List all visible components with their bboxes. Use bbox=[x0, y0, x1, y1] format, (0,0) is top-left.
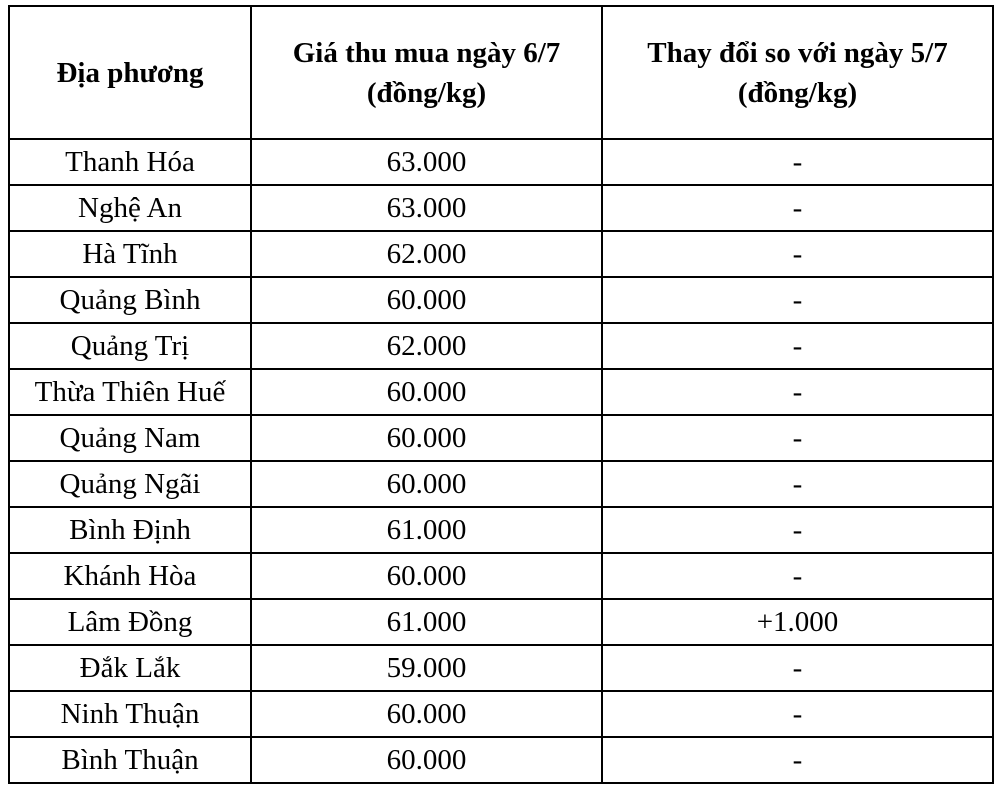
cell-price: 60.000 bbox=[251, 369, 602, 415]
cell-location: Hà Tĩnh bbox=[9, 231, 251, 277]
cell-price: 60.000 bbox=[251, 737, 602, 783]
header-price-line-2: (đồng/kg) bbox=[366, 76, 487, 109]
cell-change: +1.000 bbox=[602, 599, 993, 645]
cell-location: Ninh Thuận bbox=[9, 691, 251, 737]
cell-location: Bình Thuận bbox=[9, 737, 251, 783]
cell-price: 60.000 bbox=[251, 415, 602, 461]
cell-location: Quảng Bình bbox=[9, 277, 251, 323]
cell-price: 60.000 bbox=[251, 461, 602, 507]
cell-location: Quảng Trị bbox=[9, 323, 251, 369]
table-row bbox=[9, 645, 993, 691]
header-price bbox=[251, 6, 602, 139]
cell-price: 62.000 bbox=[251, 323, 602, 369]
table-row bbox=[9, 737, 993, 783]
cell-price: 63.000 bbox=[251, 185, 602, 231]
pig-price-table bbox=[8, 5, 994, 784]
cell-price: 63.000 bbox=[251, 139, 602, 185]
table-row bbox=[9, 553, 993, 599]
table-row bbox=[9, 139, 993, 185]
table-row bbox=[9, 599, 993, 645]
table-row bbox=[9, 323, 993, 369]
cell-change: - bbox=[602, 323, 993, 369]
header-location bbox=[9, 6, 251, 139]
cell-location: Lâm Đồng bbox=[9, 599, 251, 645]
table-row bbox=[9, 277, 993, 323]
cell-change: - bbox=[602, 185, 993, 231]
header-change bbox=[602, 6, 993, 139]
cell-change: - bbox=[602, 553, 993, 599]
cell-change: - bbox=[602, 369, 993, 415]
cell-location: Nghệ An bbox=[9, 185, 251, 231]
cell-location: Quảng Ngãi bbox=[9, 461, 251, 507]
cell-change: - bbox=[602, 691, 993, 737]
table-row bbox=[9, 415, 993, 461]
cell-location: Thanh Hóa bbox=[9, 139, 251, 185]
header-price-line-1: Giá thu mua ngày 6/7 bbox=[292, 36, 561, 69]
cell-change: - bbox=[602, 737, 993, 783]
cell-change: - bbox=[602, 231, 993, 277]
cell-location: Đắk Lắk bbox=[9, 645, 251, 691]
table-row bbox=[9, 185, 993, 231]
cell-price: 61.000 bbox=[251, 599, 602, 645]
table-row bbox=[9, 507, 993, 553]
cell-change: - bbox=[602, 415, 993, 461]
cell-change: - bbox=[602, 645, 993, 691]
cell-price: 60.000 bbox=[251, 553, 602, 599]
cell-location: Quảng Nam bbox=[9, 415, 251, 461]
header-change-line-1: Thay đổi so với ngày 5/7 bbox=[647, 36, 948, 69]
cell-change: - bbox=[602, 277, 993, 323]
table-row bbox=[9, 691, 993, 737]
table-row bbox=[9, 461, 993, 507]
cell-price: 61.000 bbox=[251, 507, 602, 553]
cell-location: Khánh Hòa bbox=[9, 553, 251, 599]
table-row bbox=[9, 231, 993, 277]
cell-price: 62.000 bbox=[251, 231, 602, 277]
cell-location: Thừa Thiên Huế bbox=[9, 369, 251, 415]
table-row bbox=[9, 369, 993, 415]
cell-price: 60.000 bbox=[251, 277, 602, 323]
header-row bbox=[9, 6, 993, 139]
cell-price: 59.000 bbox=[251, 645, 602, 691]
header-change-line-2: (đồng/kg) bbox=[737, 76, 858, 109]
cell-price: 60.000 bbox=[251, 691, 602, 737]
cell-change: - bbox=[602, 461, 993, 507]
cell-change: - bbox=[602, 507, 993, 553]
cell-location: Bình Định bbox=[9, 507, 251, 553]
header-location-line-1: Địa phương bbox=[56, 56, 204, 89]
cell-change: - bbox=[602, 139, 993, 185]
price-table-frame bbox=[8, 5, 992, 786]
